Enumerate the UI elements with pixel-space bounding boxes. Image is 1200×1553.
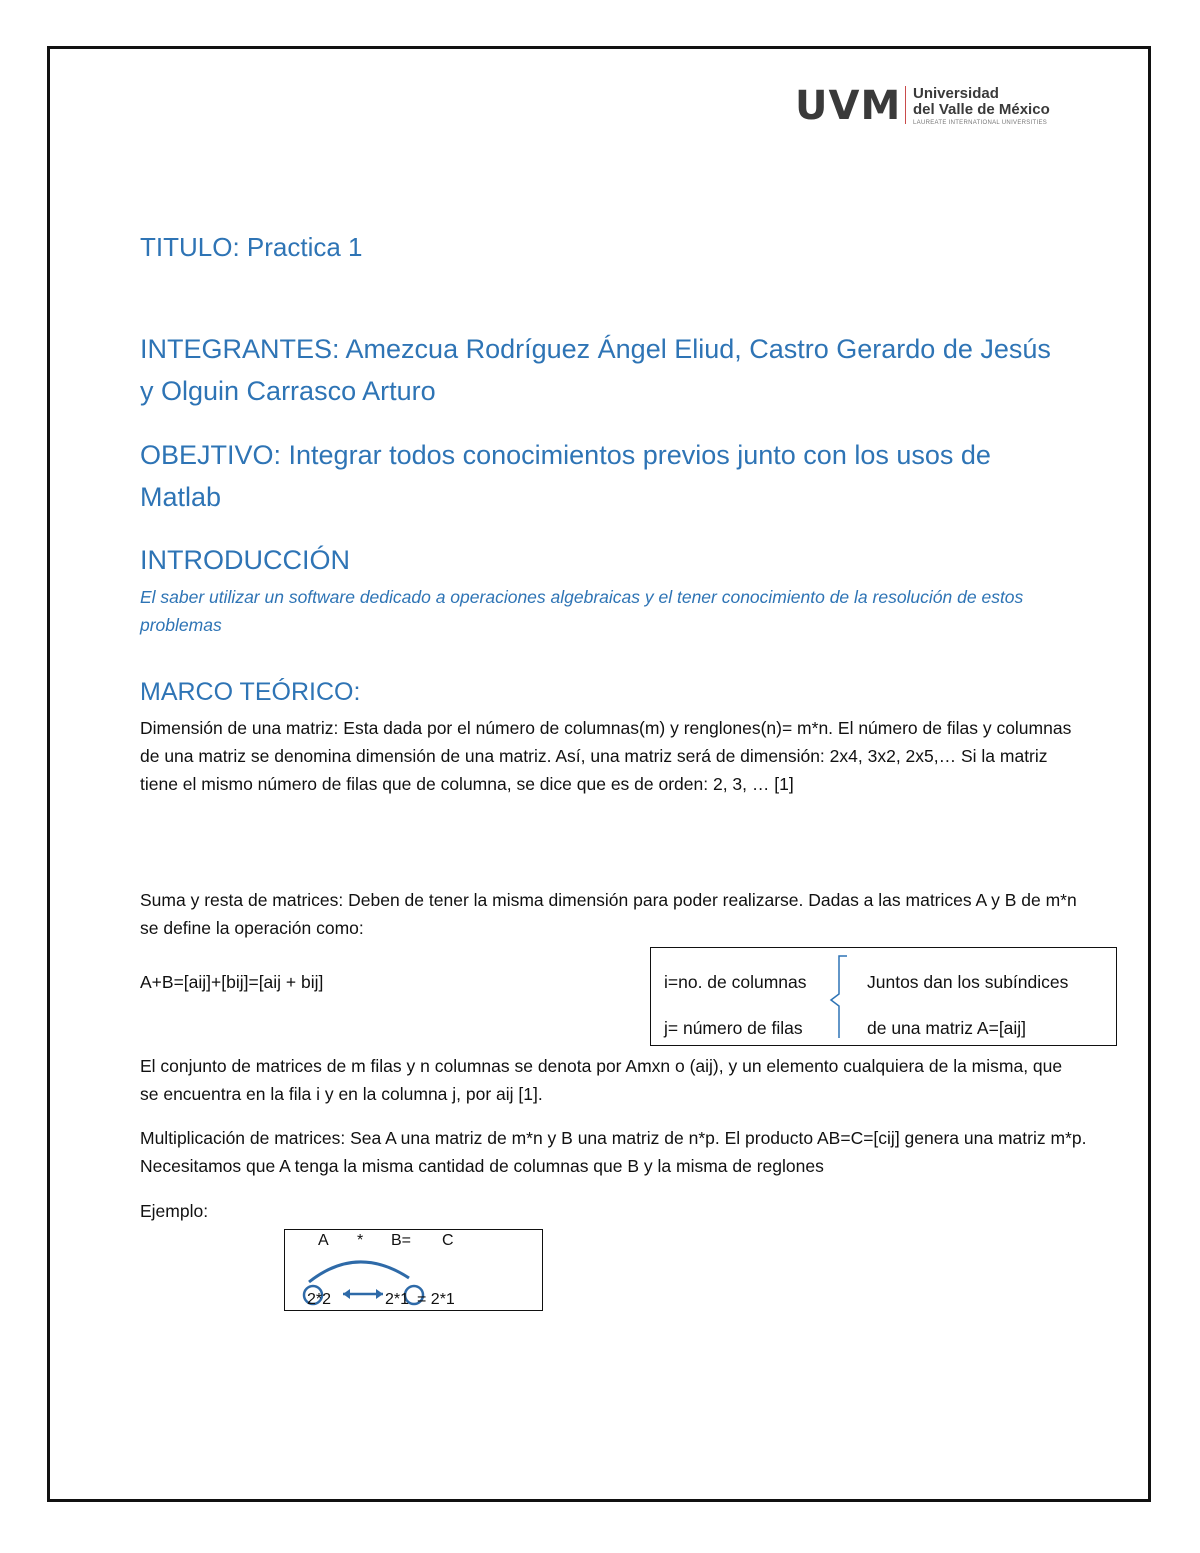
marco-teorico-heading: MARCO TEÓRICO: — [140, 678, 361, 706]
integrantes-heading: INTEGRANTES: Amezcua Rodríguez Ángel Eliud, Castro Gerardo de Jesús y Olguin Carrasco Arturo — [140, 334, 1051, 406]
j-label: j= número de filas — [664, 1018, 803, 1038]
box-right-line-1: Juntos dan los subíndices — [867, 972, 1069, 992]
example-box — [284, 1229, 543, 1311]
box-right-line-2: de una matriz A=[aij] — [867, 1018, 1027, 1038]
introduccion-heading: INTRODUCCIÓN — [140, 545, 350, 575]
objetivo-heading: OBEJTIVO: Integrar todos conocimientos previos junto con los usos de Matlab — [140, 440, 991, 512]
suma-paragraph: Suma y resta de matrices: Deben de tener la misma dimensión para poder realizarse. Dadas a las matrices A y B de m*n se define la operación como: — [140, 890, 1077, 938]
example-star: * — [357, 1232, 364, 1249]
logo-line-2: del Valle de México — [913, 101, 1050, 118]
uvm-logo — [795, 84, 1055, 130]
example-b: B= — [391, 1232, 412, 1249]
logo-line-1: Universidad — [913, 85, 999, 102]
brace-icon — [827, 954, 851, 1040]
ejemplo-label: Ejemplo: — [140, 1201, 209, 1221]
logo-line-3: LAUREATE INTERNATIONAL UNIVERSITIES — [913, 120, 1048, 126]
logo-separator — [905, 86, 906, 124]
example-a: A — [318, 1232, 329, 1249]
subindex-box — [650, 947, 1117, 1046]
introduccion-text: El saber utilizar un software dedicado a operaciones algebraicas y el tener conocimiento de la resolución de estos problemas — [140, 587, 1024, 635]
example-dims-right: = 2*1 — [417, 1291, 455, 1308]
dimension-paragraph: Dimensión de una matriz: Esta dada por el número de columnas(m) y renglones(n)= m*n. El número de filas y columnas de una matriz se denomina dimensión de una matriz. Así, una matriz será de dimensión: 2x4, 3x2, 2x5,… Si la matriz tiene el mismo número de filas que de columna, se dice que es de orden: 2, 3, … [1] — [140, 718, 1072, 794]
i-label: i=no. de columnas — [664, 972, 807, 992]
multiplicacion-paragraph: Multiplicación de matrices: Sea A una matriz de m*n y B una matriz de n*p. El producto AB=C=[cij] genera una matriz m*p. Necesitamos que A tenga la misma cantidad de columnas que B y la misma de reglones — [140, 1128, 1087, 1176]
conjunto-paragraph: El conjunto de matrices de m filas y n columnas se denota por Amxn o (aij), y un elemento cualquiera de la misma, que se encuentra en la fila i y en la columna j, por aij [1]. — [140, 1056, 1063, 1104]
example-dims-left: 2*2 — [307, 1291, 332, 1308]
suma-formula: A+B=[aij]+[bij]=[aij + bij] — [140, 972, 324, 992]
document-title: TITULO: Practica 1 — [140, 232, 363, 262]
example-c: C — [442, 1232, 454, 1249]
connector-arc-icon — [309, 1262, 409, 1282]
example-dims-mid: 2*1 — [385, 1291, 410, 1308]
logo-mark: UVM — [795, 83, 902, 129]
